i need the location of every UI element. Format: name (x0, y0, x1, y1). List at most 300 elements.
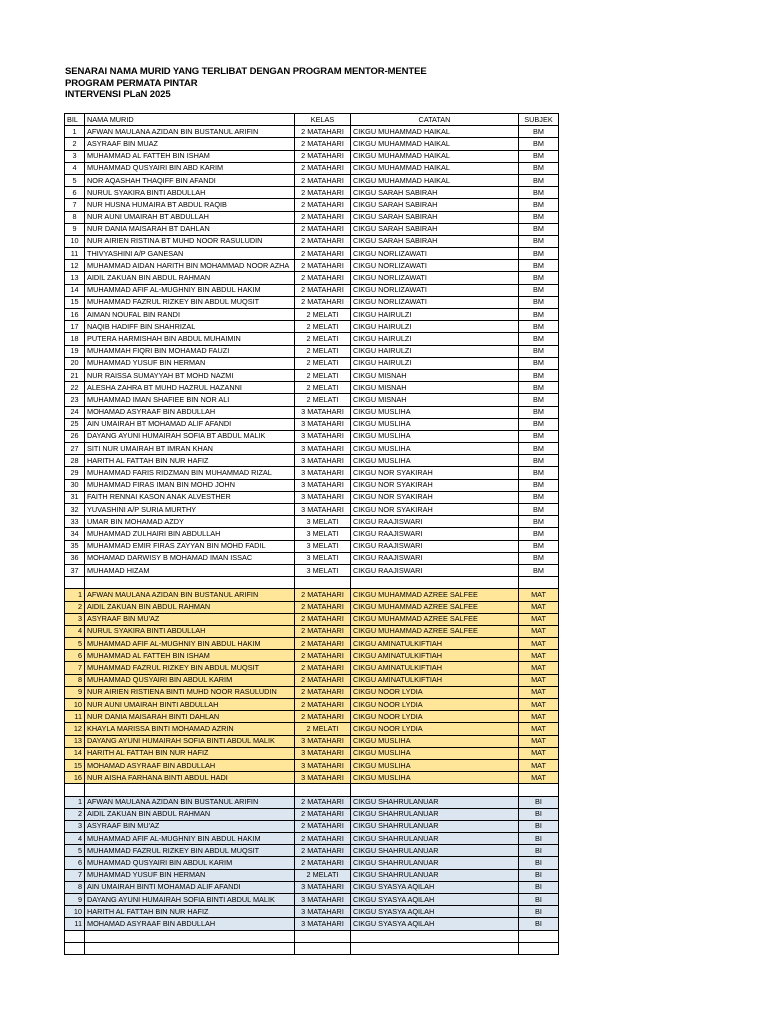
blank-cell (351, 930, 519, 942)
cell-bil: 27 (65, 443, 85, 455)
cell-kelas: 2 MATAHARI (295, 260, 351, 272)
cell-nama: NUR AIRIEN RISTIENA BINTI MUHD NOOR RASULUDIN (85, 686, 295, 698)
cell-kelas: 3 MATAHARI (295, 918, 351, 930)
cell-catatan: CIKGU HAIRULZI (351, 357, 519, 369)
table-row (65, 711, 559, 723)
table-row (65, 613, 559, 625)
cell-kelas: 3 MELATI (295, 540, 351, 552)
cell-bil: 14 (65, 747, 85, 759)
table-body (65, 126, 559, 955)
table-row (65, 321, 559, 333)
cell-kelas: 2 MELATI (295, 869, 351, 881)
cell-bil: 23 (65, 394, 85, 406)
cell-bil: 33 (65, 516, 85, 528)
program-title: PROGRAM PERMATA PINTAR (65, 77, 198, 89)
cell-catatan: CIKGU NOOR LYDIA (351, 711, 519, 723)
cell-bil: 30 (65, 479, 85, 491)
table-row (65, 394, 559, 406)
cell-kelas: 2 MELATI (295, 357, 351, 369)
table-row (65, 357, 559, 369)
cell-catatan: CIKGU NOR SYAKIRAH (351, 479, 519, 491)
cell-catatan: CIKGU MUSLIHA (351, 772, 519, 784)
cell-catatan: CIKGU MUHAMMAD AZREE SALFEE (351, 613, 519, 625)
cell-bil: 5 (65, 174, 85, 186)
cell-subjek: BI (519, 918, 559, 930)
cell-catatan: CIKGU SARAH SABIRAH (351, 235, 519, 247)
cell-kelas: 2 MATAHARI (295, 223, 351, 235)
cell-subjek: MAT (519, 759, 559, 771)
table-row (65, 504, 559, 516)
cell-catatan: CIKGU MUHAMMAD HAIKAL (351, 150, 519, 162)
blank-row (65, 577, 559, 589)
table-row (65, 796, 559, 808)
cell-nama: MUHAMMAD FAZRUL RIZKEY BIN ABDUL MUQSIT (85, 296, 295, 308)
cell-kelas: 2 MATAHARI (295, 650, 351, 662)
cell-subjek: BM (519, 260, 559, 272)
cell-catatan: CIKGU MUSLIHA (351, 759, 519, 771)
table-row (65, 126, 559, 138)
cell-subjek: BI (519, 833, 559, 845)
cell-bil: 10 (65, 699, 85, 711)
cell-catatan: CIKGU SYASYA AQILAH (351, 906, 519, 918)
cell-subjek: MAT (519, 625, 559, 637)
table-row (65, 662, 559, 674)
cell-catatan: CIKGU NORLIZAWATI (351, 272, 519, 284)
table-row (65, 747, 559, 759)
cell-kelas: 3 MATAHARI (295, 443, 351, 455)
cell-catatan: CIKGU NORLIZAWATI (351, 296, 519, 308)
cell-bil: 3 (65, 613, 85, 625)
cell-bil: 7 (65, 662, 85, 674)
cell-kelas: 2 MELATI (295, 382, 351, 394)
cell-catatan: CIKGU MUSLIHA (351, 455, 519, 467)
cell-catatan: CIKGU NORLIZAWATI (351, 248, 519, 260)
cell-kelas: 2 MATAHARI (295, 150, 351, 162)
cell-subjek: BM (519, 150, 559, 162)
cell-bil: 16 (65, 309, 85, 321)
cell-kelas: 2 MATAHARI (295, 199, 351, 211)
cell-kelas: 2 MATAHARI (295, 686, 351, 698)
intervention-title: INTERVENSI PLaN 2025 (65, 89, 171, 100)
cell-subjek: MAT (519, 747, 559, 759)
cell-subjek: BI (519, 869, 559, 881)
cell-kelas: 2 MATAHARI (295, 625, 351, 637)
cell-kelas: 3 MATAHARI (295, 479, 351, 491)
cell-subjek: BM (519, 443, 559, 455)
cell-kelas: 2 MELATI (295, 345, 351, 357)
cell-catatan: CIKGU HAIRULZI (351, 345, 519, 357)
cell-subjek: BM (519, 382, 559, 394)
cell-bil: 2 (65, 808, 85, 820)
cell-kelas: 2 MELATI (295, 309, 351, 321)
cell-subjek: BM (519, 284, 559, 296)
cell-kelas: 3 MATAHARI (295, 881, 351, 893)
table-row (65, 223, 559, 235)
table-row (65, 211, 559, 223)
cell-catatan: CIKGU AMINATULKIFTIAH (351, 662, 519, 674)
cell-subjek: BM (519, 516, 559, 528)
cell-nama: MUHAMMAD QUSYAIRI BIN ABD KARIM (85, 162, 295, 174)
cell-bil: 14 (65, 284, 85, 296)
cell-subjek: MAT (519, 711, 559, 723)
cell-kelas: 2 MATAHARI (295, 272, 351, 284)
cell-kelas: 2 MATAHARI (295, 796, 351, 808)
blank-cell (351, 942, 519, 954)
cell-nama: PUTERA HARMISHAH BIN ABDUL MUHAIMIN (85, 333, 295, 345)
document-title: SENARAI NAMA MURID YANG TERLIBAT DENGAN PROGRAM MENTOR-MENTEE (65, 66, 427, 77)
cell-bil: 29 (65, 467, 85, 479)
document-title-block (65, 66, 427, 101)
cell-catatan: CIKGU NOR SYAKIRAH (351, 504, 519, 516)
cell-catatan: CIKGU MUSLIHA (351, 406, 519, 418)
cell-nama: AIMAN NOUFAL BIN RANDI (85, 309, 295, 321)
cell-catatan: CIKGU NOOR LYDIA (351, 686, 519, 698)
cell-catatan: CIKGU AMINATULKIFTIAH (351, 638, 519, 650)
cell-bil: 16 (65, 772, 85, 784)
cell-catatan: CIKGU SHAHRULANUAR (351, 808, 519, 820)
table-row (65, 881, 559, 893)
cell-nama: MUHAMMAD AFIF AL-MUGHNIY BIN ABDUL HAKIM (85, 284, 295, 296)
cell-kelas: 3 MATAHARI (295, 455, 351, 467)
cell-subjek: MAT (519, 662, 559, 674)
cell-subjek: BM (519, 528, 559, 540)
blank-cell (85, 930, 295, 942)
cell-catatan: CIKGU SYASYA AQILAH (351, 918, 519, 930)
cell-bil: 5 (65, 845, 85, 857)
cell-bil: 8 (65, 211, 85, 223)
cell-bil: 4 (65, 162, 85, 174)
table-row (65, 528, 559, 540)
table-row (65, 138, 559, 150)
cell-nama: AFWAN MAULANA AZIDAN BIN BUSTANUL ARIFIN (85, 796, 295, 808)
cell-bil: 35 (65, 540, 85, 552)
cell-kelas: 2 MATAHARI (295, 808, 351, 820)
cell-nama: NUR DANIA MAISARAH BT DAHLAN (85, 223, 295, 235)
cell-nama: MUHAMMAD AL FATTEH BIN ISHAM (85, 650, 295, 662)
table-row (65, 686, 559, 698)
blank-cell (295, 577, 351, 589)
cell-subjek: MAT (519, 650, 559, 662)
cell-subjek: MAT (519, 772, 559, 784)
table-row (65, 857, 559, 869)
cell-nama: MOHAMAD ASYRAAF BIN ABDULLAH (85, 918, 295, 930)
cell-kelas: 2 MATAHARI (295, 162, 351, 174)
cell-catatan: CIKGU SHAHRULANUAR (351, 869, 519, 881)
cell-bil: 10 (65, 906, 85, 918)
cell-nama: MUHAMMAD FARIS RIDZMAN BIN MUHAMMAD RIZAL (85, 467, 295, 479)
table-row (65, 516, 559, 528)
table-row (65, 333, 559, 345)
cell-catatan: CIKGU MUSLIHA (351, 747, 519, 759)
cell-catatan: CIKGU HAIRULZI (351, 333, 519, 345)
cell-subjek: BM (519, 430, 559, 442)
blank-cell (85, 942, 295, 954)
cell-bil: 12 (65, 723, 85, 735)
cell-kelas: 3 MATAHARI (295, 759, 351, 771)
cell-kelas: 2 MATAHARI (295, 638, 351, 650)
cell-kelas: 3 MATAHARI (295, 894, 351, 906)
table-row (65, 894, 559, 906)
cell-nama: MUHAMMAD FAZRUL RIZKEY BIN ABDUL MUQSIT (85, 662, 295, 674)
cell-subjek: BM (519, 162, 559, 174)
cell-catatan: CIKGU SARAH SABIRAH (351, 223, 519, 235)
cell-bil: 18 (65, 333, 85, 345)
table-row (65, 272, 559, 284)
cell-kelas: 3 MATAHARI (295, 430, 351, 442)
cell-nama: MOHAMAD ASYRAAF BIN ABDULLAH (85, 406, 295, 418)
cell-nama: YUVASHINI A/P SURIA MURTHY (85, 504, 295, 516)
cell-nama: FAITH RENNAI KASON ANAK ALVESTHER (85, 491, 295, 503)
cell-catatan: CIKGU RAAJISWARI (351, 528, 519, 540)
cell-bil: 6 (65, 650, 85, 662)
cell-catatan: CIKGU MISNAH (351, 382, 519, 394)
table-row (65, 418, 559, 430)
cell-kelas: 2 MATAHARI (295, 211, 351, 223)
cell-catatan: CIKGU MUHAMMAD AZREE SALFEE (351, 601, 519, 613)
cell-bil: 3 (65, 150, 85, 162)
table-row (65, 833, 559, 845)
cell-bil: 8 (65, 674, 85, 686)
table-row (65, 552, 559, 564)
table-row (65, 699, 559, 711)
cell-kelas: 2 MELATI (295, 394, 351, 406)
cell-nama: ASYRAAF BIN MU'AZ (85, 820, 295, 832)
cell-kelas: 2 MATAHARI (295, 845, 351, 857)
cell-kelas: 3 MATAHARI (295, 747, 351, 759)
cell-catatan: CIKGU RAAJISWARI (351, 552, 519, 564)
cell-subjek: BM (519, 223, 559, 235)
cell-bil: 34 (65, 528, 85, 540)
cell-bil: 1 (65, 126, 85, 138)
cell-subjek: BM (519, 333, 559, 345)
table-row (65, 284, 559, 296)
cell-subjek: BM (519, 394, 559, 406)
cell-nama: KHAYLA MARISSA BINTI MOHAMAD AZRIN (85, 723, 295, 735)
blank-cell (65, 577, 85, 589)
cell-bil: 6 (65, 857, 85, 869)
table-row (65, 759, 559, 771)
table-row (65, 150, 559, 162)
cell-subjek: BI (519, 820, 559, 832)
cell-kelas: 3 MATAHARI (295, 406, 351, 418)
cell-nama: NUR HUSNA HUMAIRA BT ABDUL RAQIB (85, 199, 295, 211)
cell-bil: 17 (65, 321, 85, 333)
cell-catatan: CIKGU NOR SYAKIRAH (351, 467, 519, 479)
blank-cell (519, 942, 559, 954)
cell-subjek: BM (519, 174, 559, 186)
table-row (65, 260, 559, 272)
cell-bil: 15 (65, 296, 85, 308)
cell-kelas: 2 MELATI (295, 369, 351, 381)
cell-subjek: MAT (519, 601, 559, 613)
cell-bil: 13 (65, 735, 85, 747)
table-row (65, 820, 559, 832)
cell-subjek: BM (519, 418, 559, 430)
cell-bil: 31 (65, 491, 85, 503)
table-row (65, 248, 559, 260)
table-row (65, 650, 559, 662)
cell-subjek: MAT (519, 735, 559, 747)
cell-catatan: CIKGU MUSLIHA (351, 735, 519, 747)
cell-nama: DAYANG AYUNI HUMAIRAH SOFIA BT ABDUL MALIK (85, 430, 295, 442)
cell-catatan: CIKGU NOR SYAKIRAH (351, 491, 519, 503)
cell-catatan: CIKGU NOOR LYDIA (351, 699, 519, 711)
table-row (65, 199, 559, 211)
cell-bil: 22 (65, 382, 85, 394)
blank-cell (65, 930, 85, 942)
cell-catatan: CIKGU SHAHRULANUAR (351, 833, 519, 845)
cell-kelas: 3 MATAHARI (295, 418, 351, 430)
cell-bil: 25 (65, 418, 85, 430)
cell-nama: NUR AISHA FARHANA BINTI ABDUL HADI (85, 772, 295, 784)
cell-nama: MUHAMMAD YUSUF BIN HERMAN (85, 869, 295, 881)
cell-nama: NOR AQASHAH THAQIFF BIN AFANDI (85, 174, 295, 186)
cell-nama: NUR DANIA MAISARAH BINTI DAHLAN (85, 711, 295, 723)
cell-kelas: 3 MELATI (295, 552, 351, 564)
cell-nama: NUR AUNI UMAIRAH BT ABDULLAH (85, 211, 295, 223)
cell-kelas: 3 MATAHARI (295, 491, 351, 503)
cell-bil: 4 (65, 625, 85, 637)
cell-kelas: 2 MATAHARI (295, 613, 351, 625)
cell-subjek: BM (519, 406, 559, 418)
table-row (65, 162, 559, 174)
cell-kelas: 3 MELATI (295, 516, 351, 528)
cell-nama: DAYANG AYUNI HUMAIRAH SOFIA BINTI ABDUL MALIK (85, 735, 295, 747)
cell-subjek: BI (519, 857, 559, 869)
cell-nama: SITI NUR UMAIRAH BT IMRAN KHAN (85, 443, 295, 455)
cell-catatan: CIKGU MISNAH (351, 369, 519, 381)
cell-catatan: CIKGU MUSLIHA (351, 430, 519, 442)
cell-nama: HARITH AL FATTAH BIN NUR HAFIZ (85, 747, 295, 759)
cell-bil: 4 (65, 833, 85, 845)
cell-kelas: 2 MATAHARI (295, 284, 351, 296)
cell-nama: MUHAMMAD AFIF AL-MUGHNIY BIN ABDUL HAKIM (85, 833, 295, 845)
cell-bil: 2 (65, 601, 85, 613)
blank-cell (85, 577, 295, 589)
cell-nama: THIVYASHINI A/P GANESAN (85, 248, 295, 260)
cell-nama: HARITH AL FATTAH BIN NUR HAFIZ (85, 906, 295, 918)
cell-nama: MUHAMMAD EMIR FIRAS ZAYYAN BIN MOHD FADIL (85, 540, 295, 552)
cell-bil: 20 (65, 357, 85, 369)
table-row (65, 674, 559, 686)
cell-subjek: BM (519, 564, 559, 576)
cell-bil: 24 (65, 406, 85, 418)
table-row (65, 369, 559, 381)
cell-nama: AIDIL ZAKUAN BIN ABDUL RAHMAN (85, 808, 295, 820)
cell-kelas: 2 MATAHARI (295, 674, 351, 686)
cell-bil: 8 (65, 881, 85, 893)
cell-bil: 19 (65, 345, 85, 357)
table-row (65, 309, 559, 321)
cell-subjek: BM (519, 369, 559, 381)
cell-bil: 15 (65, 759, 85, 771)
cell-bil: 7 (65, 199, 85, 211)
cell-catatan: CIKGU AMINATULKIFTIAH (351, 674, 519, 686)
cell-kelas: 2 MATAHARI (295, 857, 351, 869)
cell-nama: UMAR BIN MOHAMAD AZDY (85, 516, 295, 528)
cell-catatan: CIKGU HAIRULZI (351, 309, 519, 321)
table-row (65, 382, 559, 394)
blank-row (65, 942, 559, 954)
cell-catatan: CIKGU SHAHRULANUAR (351, 820, 519, 832)
cell-kelas: 3 MATAHARI (295, 772, 351, 784)
cell-catatan: CIKGU RAAJISWARI (351, 516, 519, 528)
cell-kelas: 2 MATAHARI (295, 174, 351, 186)
blank-cell (351, 784, 519, 796)
cell-catatan: CIKGU MUHAMMAD HAIKAL (351, 138, 519, 150)
table-row (65, 235, 559, 247)
cell-nama: MUHAMAD HIZAM (85, 564, 295, 576)
cell-catatan: CIKGU SYASYA AQILAH (351, 881, 519, 893)
cell-bil: 3 (65, 820, 85, 832)
table-row (65, 406, 559, 418)
cell-subjek: BM (519, 126, 559, 138)
cell-catatan: CIKGU MUSLIHA (351, 418, 519, 430)
cell-bil: 9 (65, 686, 85, 698)
cell-catatan: CIKGU NORLIZAWATI (351, 284, 519, 296)
cell-kelas: 3 MELATI (295, 564, 351, 576)
cell-nama: ASYRAAF BIN MUAZ (85, 138, 295, 150)
header-bil: BIL (65, 114, 85, 126)
cell-subjek: BI (519, 845, 559, 857)
table-row (65, 187, 559, 199)
table-row (65, 772, 559, 784)
cell-subjek: BI (519, 906, 559, 918)
cell-subjek: MAT (519, 638, 559, 650)
cell-kelas: 2 MATAHARI (295, 833, 351, 845)
cell-catatan: CIKGU SARAH SABIRAH (351, 211, 519, 223)
table-header-row (65, 114, 559, 126)
cell-nama: HARITH AL FATTAH BIN NUR HAFIZ (85, 455, 295, 467)
cell-subjek: BI (519, 808, 559, 820)
cell-nama: MUHAMMAD IMAN SHAFIEE BIN NOR ALI (85, 394, 295, 406)
cell-bil: 13 (65, 272, 85, 284)
cell-subjek: BM (519, 187, 559, 199)
cell-kelas: 2 MATAHARI (295, 126, 351, 138)
cell-bil: 9 (65, 223, 85, 235)
cell-kelas: 2 MATAHARI (295, 589, 351, 601)
table-row (65, 918, 559, 930)
cell-bil: 1 (65, 796, 85, 808)
cell-subjek: MAT (519, 589, 559, 601)
cell-kelas: 2 MELATI (295, 723, 351, 735)
cell-nama: NUR RAISSA SUMAYYAH BT MOHD NAZMI (85, 369, 295, 381)
cell-bil: 10 (65, 235, 85, 247)
table-row (65, 625, 559, 637)
cell-nama: AFWAN MAULANA AZIDAN BIN BUSTANUL ARIFIN (85, 589, 295, 601)
cell-nama: MUHAMMAD AL FATTEH BIN ISHAM (85, 150, 295, 162)
blank-cell (519, 930, 559, 942)
blank-cell (295, 784, 351, 796)
cell-kelas: 2 MATAHARI (295, 699, 351, 711)
cell-subjek: BM (519, 248, 559, 260)
cell-bil: 9 (65, 894, 85, 906)
cell-subjek: BM (519, 211, 559, 223)
table-row (65, 174, 559, 186)
cell-catatan: CIKGU SARAH SABIRAH (351, 187, 519, 199)
cell-kelas: 2 MATAHARI (295, 711, 351, 723)
cell-subjek: BM (519, 540, 559, 552)
cell-bil: 36 (65, 552, 85, 564)
cell-catatan: CIKGU MUHAMMAD HAIKAL (351, 162, 519, 174)
header-catatan: CATATAN (351, 114, 519, 126)
blank-row (65, 930, 559, 942)
cell-nama: NURUL SYAKIRA BINTI ABDULLAH (85, 625, 295, 637)
cell-bil: 5 (65, 638, 85, 650)
cell-subjek: BM (519, 272, 559, 284)
cell-nama: MUHAMMAD FAZRUL RIZKEY BIN ABDUL MUQSIT (85, 845, 295, 857)
cell-kelas: 2 MATAHARI (295, 187, 351, 199)
